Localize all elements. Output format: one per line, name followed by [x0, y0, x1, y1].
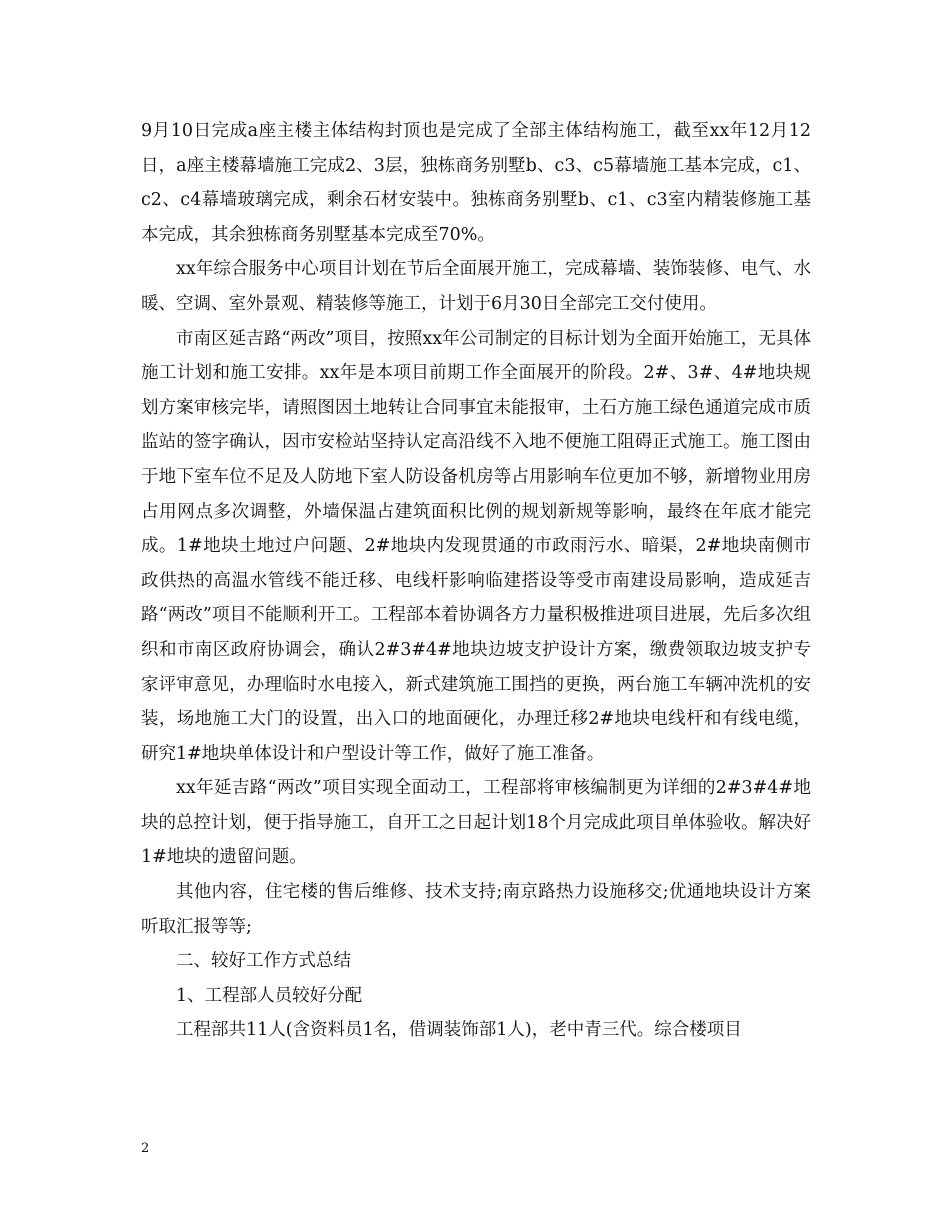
- paragraph-8: 工程部共11人(含资料员1名，借调装饰部1人)，老中青三代。综合楼项目: [176, 1020, 742, 1041]
- paragraph-1: 9月10日完成a座主楼主体结构封顶也是完成了全部主体结构施工，截至xx年12月12日，a座主楼幕墙施工完成2、3层，独栋商务别墅b、c3、c5幕墙施工基本完成，c1、c2、c4幕墙玻璃完成，剩余石材安装中。独栋商务别墅b、c1、c3室内精装修施工基本完成，其余独栋商务别墅基本完成至70%。: [141, 121, 811, 245]
- section-heading: 二、较好工作方式总结: [176, 951, 351, 972]
- paragraph-5: 其他内容，住宅楼的售后维修、技术支持;南京路热力设施移交;优通地块设计方案听取汇报等等;: [141, 882, 811, 937]
- paragraph-3: 市南区延吉路“两改”项目，按照xx年公司制定的目标计划为全面开始施工，无具体施工计划和施工安排。xx年是本项目前期工作全面展开的阶段。2#、3#、4#地块规划方案审核完毕，请照图因土地转让合同事宜未能报审，土石方施工绿色通道完成市质监站的签字确认，因市安检站坚持认定高沿线不入地不便施工阻碍正式施工。施工图由于地下室车位不足及人防地下室人防设备机房等占用影响车位更加不够，新增物业用房占用网点多次调整，外墙保温占建筑面积比例的规划新规等影响，最终在年底才能完成。1#地块土地过户问题、2#地块内发现贯通的市政雨污水、暗渠，2#地块南侧市政供热的高温水管线不能迁移、电线杆影响临建搭设等受市南建设局影响，造成延吉路“两改”项目不能顺利开工。工程部本着协调各方力量积极推进项目进展，先后多次组织和市南区政府协调会，确认2#3#4#地块边坡支护设计方案，缴费领取边坡支护专家评审意见，办理临时水电接入，新式建筑施工围挡的更换，两台施工车辆冲洗机的安装，场地施工大门的设置，出入口的地面硬化，办理迁移2#地块电线杆和有线电缆，研究1#地块单体设计和户型设计等工作，做好了施工准备。: [141, 328, 811, 764]
- document-body: [141, 114, 811, 1048]
- page-number: 2: [141, 1141, 150, 1156]
- paragraph-2: xx年综合服务中心项目计划在节后全面展开施工，完成幕墙、装饰装修、电气、水暖、空调、室外景观、精装修等施工，计划于6月30日全部完工交付使用。: [141, 259, 811, 314]
- subsection-heading: 1、工程部人员较好分配: [176, 985, 363, 1006]
- paragraph-4: xx年延吉路“两改”项目实现全面动工，工程部将审核编制更为详细的2#3#4#地块的总控计划，便于指导施工，自开工之日起计划18个月完成此项目单体验收。解决好1#地块的遗留问题。: [141, 778, 811, 868]
